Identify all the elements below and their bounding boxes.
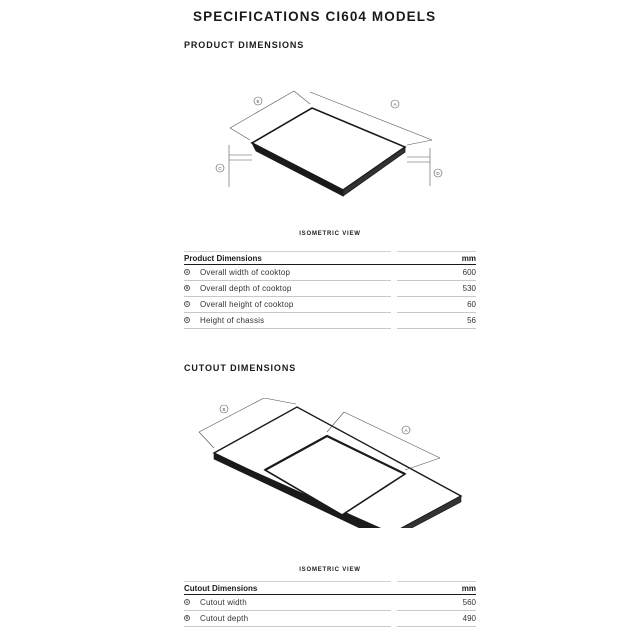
row-label: Cutout depth xyxy=(200,614,249,623)
row-marker-icon: B xyxy=(185,616,189,620)
table-row xyxy=(184,313,476,329)
svg-text:C: C xyxy=(218,166,222,171)
svg-text:B: B xyxy=(222,407,226,412)
svg-text:A: A xyxy=(393,102,397,107)
table-header xyxy=(184,581,476,595)
cooktop-isometric-drawing xyxy=(184,82,476,202)
row-value: 560 xyxy=(462,598,476,607)
cutout-dimensions-table xyxy=(184,581,476,627)
row-marker-icon: C xyxy=(185,302,189,306)
row-value: 56 xyxy=(467,316,476,325)
row-marker-icon: B xyxy=(185,286,189,290)
row-marker-icon: A xyxy=(185,270,189,274)
cutout-callout-A-icon xyxy=(402,426,410,434)
row-value: 530 xyxy=(462,284,476,293)
row-label: Overall width of cooktop xyxy=(200,268,291,277)
row-label: Overall height of cooktop xyxy=(200,300,294,309)
callout-A-icon xyxy=(391,100,399,108)
callout-C-icon xyxy=(216,164,224,172)
cutout-dimensions-heading: CUTOUT DIMENSIONS xyxy=(184,363,297,373)
svg-text:B: B xyxy=(256,99,260,104)
row-label: Height of chassis xyxy=(200,316,265,325)
row-label: Cutout width xyxy=(200,598,247,607)
row-value: 600 xyxy=(462,268,476,277)
table-row xyxy=(184,297,476,313)
row-value: 490 xyxy=(462,614,476,623)
row-marker-icon: A xyxy=(185,600,189,604)
table-header-unit: mm xyxy=(461,254,476,263)
product-view-caption: ISOMETRIC VIEW xyxy=(299,231,361,237)
product-dimensions-heading: PRODUCT DIMENSIONS xyxy=(184,40,305,50)
table-header-label: Cutout Dimensions xyxy=(184,584,258,593)
row-marker-icon: D xyxy=(185,318,189,322)
row-label: Overall depth of cooktop xyxy=(200,284,292,293)
table-row xyxy=(184,611,476,627)
table-row xyxy=(184,281,476,297)
table-header-unit: mm xyxy=(461,584,476,593)
cutout-callout-B-icon xyxy=(220,405,228,413)
callout-D-icon xyxy=(434,169,442,177)
table-header-label: Product Dimensions xyxy=(184,254,262,263)
row-value: 60 xyxy=(467,300,476,309)
svg-text:A: A xyxy=(404,428,408,433)
cutout-isometric-drawing xyxy=(184,398,476,528)
table-row xyxy=(184,265,476,281)
cutout-view-caption: ISOMETRIC VIEW xyxy=(299,567,361,573)
table-header xyxy=(184,251,476,265)
product-dimensions-table xyxy=(184,251,476,329)
page-title: SPECIFICATIONS CI604 MODELS xyxy=(193,9,437,24)
callout-B-icon xyxy=(254,97,262,105)
table-row xyxy=(184,595,476,611)
svg-text:D: D xyxy=(436,171,440,176)
